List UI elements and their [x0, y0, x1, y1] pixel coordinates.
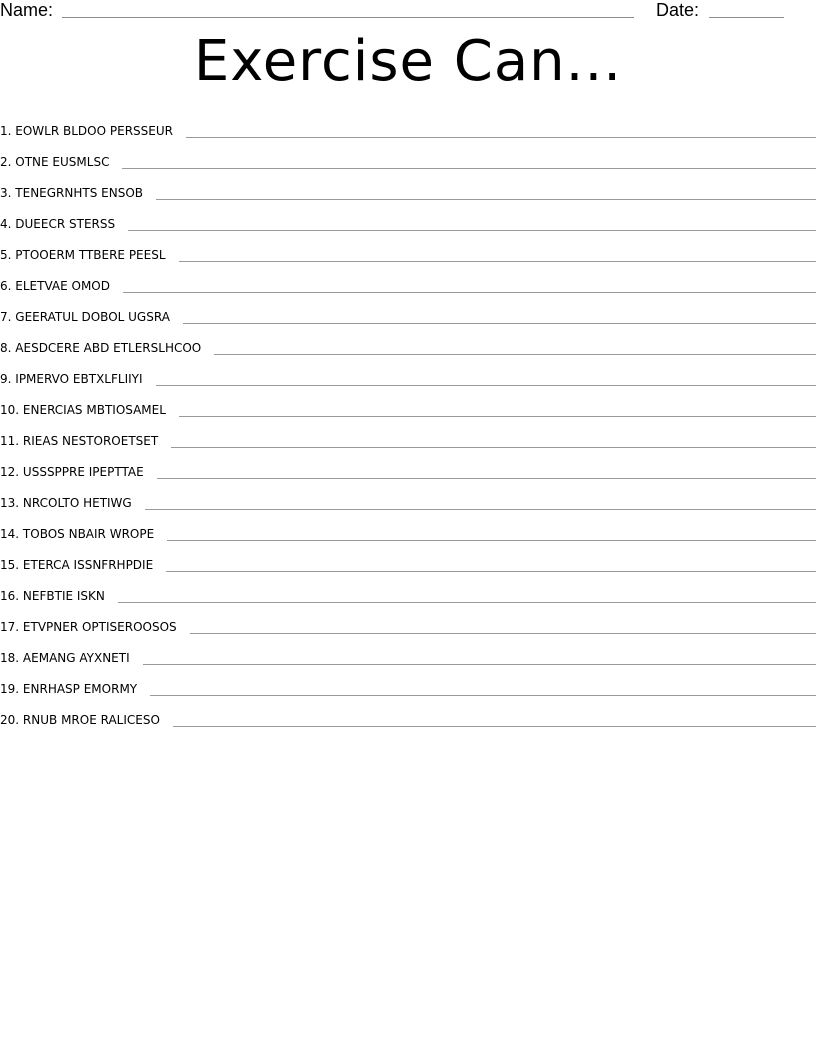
item-text: ETVPNER OPTISEROOSOS: [22, 620, 177, 634]
scrambled-word: [0, 433, 158, 452]
list-item: [0, 266, 816, 297]
scrambled-word: [0, 557, 153, 576]
name-label: Name:: [0, 0, 54, 20]
answer-line: [156, 199, 816, 200]
scrambled-word: [0, 526, 154, 545]
answer-line: [214, 354, 816, 355]
scrambled-word: [0, 123, 173, 142]
list-item: [0, 142, 816, 173]
item-text: OTNE EUSMLSC: [15, 155, 110, 169]
scrambled-word: [0, 278, 110, 297]
answer-line: [190, 633, 816, 634]
list-item: [0, 700, 816, 731]
answer-line: [179, 416, 816, 417]
scrambled-word: [0, 681, 137, 700]
item-text: AESDCERE ABD ETLERSLHCOO: [15, 341, 202, 355]
list-item: [0, 576, 816, 607]
answer-line: [150, 695, 816, 696]
answer-line: [145, 509, 816, 510]
list-item: [0, 359, 816, 390]
item-text: NEFBTIE ISKN: [22, 589, 105, 603]
list-item: [0, 173, 816, 204]
item-number: 18.: [0, 651, 20, 665]
item-number: 20.: [0, 713, 20, 727]
item-number: 5.: [0, 248, 12, 262]
item-number: 4.: [0, 217, 12, 231]
item-text: GEERATUL DOBOL UGSRA: [15, 310, 170, 324]
list-item: [0, 328, 816, 359]
scrambled-word: [0, 712, 160, 731]
item-text: ETERCA ISSNFRHPDIE: [22, 558, 154, 572]
item-number: 17.: [0, 620, 20, 634]
scrambled-word: [0, 340, 201, 359]
item-text: TOBOS NBAIR WROPE: [22, 527, 155, 541]
item-number: 12.: [0, 465, 20, 479]
item-text: ENERCIAS MBTIOSAMEL: [22, 403, 166, 417]
list-item: [0, 421, 816, 452]
list-item: [0, 204, 816, 235]
list-item: [0, 545, 816, 576]
scramble-list: [0, 111, 816, 731]
answer-line: [118, 602, 816, 603]
answer-line: [171, 447, 816, 448]
item-text: EOWLR BLDOO PERSSEUR: [15, 124, 173, 138]
item-text: AEMANG AYXNETI: [22, 651, 130, 665]
item-text: ELETVAE OMOD: [15, 279, 110, 293]
item-number: 9.: [0, 372, 12, 386]
answer-line: [128, 230, 816, 231]
scrambled-word: [0, 650, 130, 669]
item-text: RNUB MROE RALICESO: [22, 713, 160, 727]
list-item: [0, 638, 816, 669]
scrambled-word: [0, 619, 177, 638]
item-number: 3.: [0, 186, 12, 200]
answer-line: [183, 323, 816, 324]
item-number: 1.: [0, 124, 12, 138]
scrambled-word: [0, 495, 132, 514]
item-text: RIEAS NESTOROETSET: [22, 434, 159, 448]
item-number: 6.: [0, 279, 12, 293]
worksheet-header: [0, 0, 816, 24]
name-blank-line: [62, 17, 634, 18]
answer-line: [123, 292, 816, 293]
scrambled-word: [0, 464, 144, 483]
list-item: [0, 607, 816, 638]
item-number: 16.: [0, 589, 20, 603]
answer-line: [166, 571, 816, 572]
list-item: [0, 111, 816, 142]
answer-line: [122, 168, 816, 169]
list-item: [0, 297, 816, 328]
answer-line: [156, 385, 816, 386]
scrambled-word: [0, 185, 143, 204]
scrambled-word: [0, 309, 170, 328]
answer-line: [167, 540, 816, 541]
list-item: [0, 452, 816, 483]
date-label: Date:: [656, 0, 700, 20]
item-number: 7.: [0, 310, 12, 324]
item-text: TENEGRNHTS ENSOB: [15, 186, 144, 200]
page-title: Exercise Can...: [193, 29, 623, 94]
item-number: 11.: [0, 434, 20, 448]
answer-line: [157, 478, 816, 479]
item-number: 8.: [0, 341, 12, 355]
item-text: ENRHASP EMORMY: [22, 682, 138, 696]
scrambled-word: [0, 247, 166, 266]
list-item: [0, 235, 816, 266]
item-number: 13.: [0, 496, 20, 510]
item-text: NRCOLTO HETIWG: [22, 496, 132, 510]
item-number: 15.: [0, 558, 20, 572]
item-number: 14.: [0, 527, 20, 541]
item-text: USSSPPRE IPEPTTAE: [22, 465, 144, 479]
item-text: DUEECR STERSS: [15, 217, 116, 231]
list-item: [0, 669, 816, 700]
scrambled-word: [0, 588, 105, 607]
answer-line: [186, 137, 816, 138]
scrambled-word: [0, 154, 109, 173]
answer-line: [143, 664, 816, 665]
item-text: IPMERVO EBTXLFLIIYI: [15, 372, 143, 386]
scrambled-word: [0, 216, 115, 235]
answer-line: [173, 726, 816, 727]
list-item: [0, 514, 816, 545]
item-number: 19.: [0, 682, 20, 696]
item-number: 10.: [0, 403, 20, 417]
list-item: [0, 483, 816, 514]
item-text: PTOOERM TTBERE PEESL: [15, 248, 166, 262]
scrambled-word: [0, 371, 143, 390]
scrambled-word: [0, 402, 166, 421]
date-blank-line: [709, 17, 784, 18]
answer-line: [179, 261, 816, 262]
list-item: [0, 390, 816, 421]
item-number: 2.: [0, 155, 12, 169]
